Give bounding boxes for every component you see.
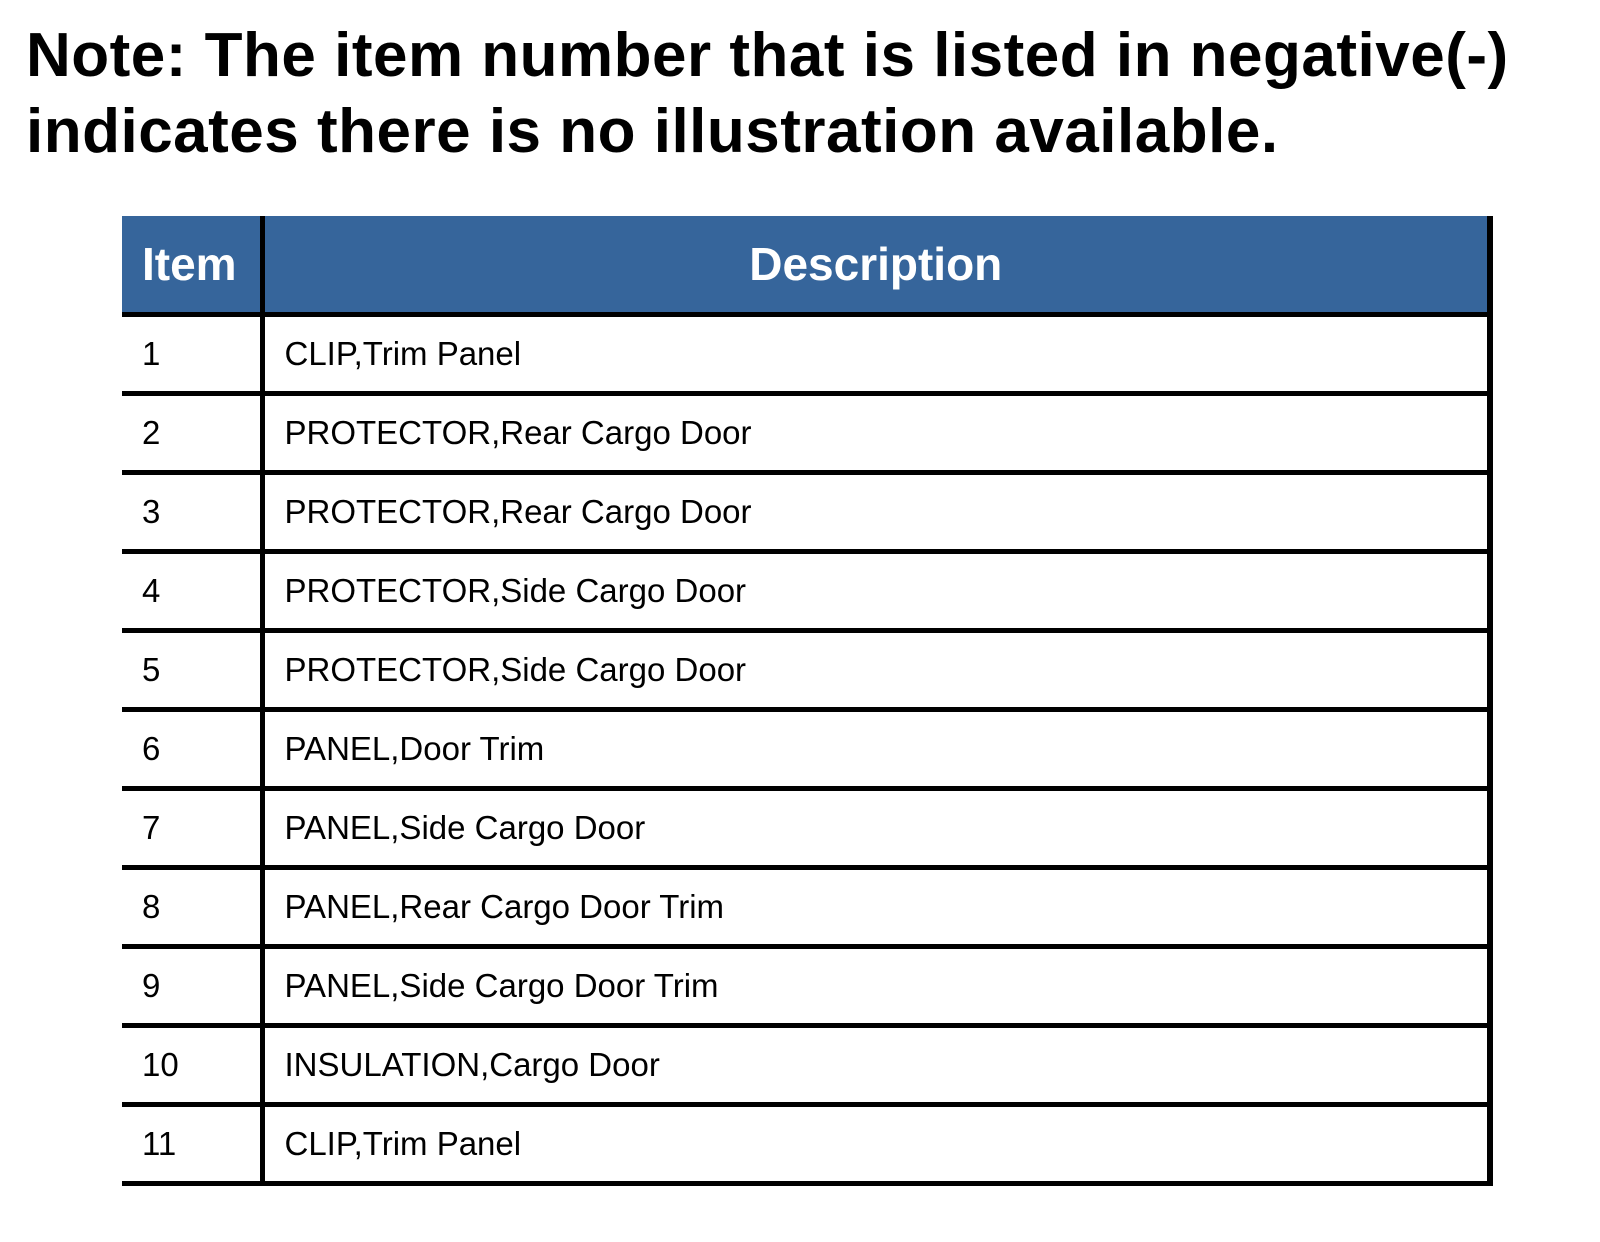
item-description: PANEL,Side Cargo Door <box>262 789 1490 868</box>
item-number: 1 <box>122 315 262 394</box>
note-line-1: Note: The item number that is listed in negative(-) <box>26 21 1509 90</box>
item-number: 5 <box>122 631 262 710</box>
item-number: 10 <box>122 1026 262 1105</box>
table-row <box>122 315 1490 394</box>
table-row <box>122 473 1490 552</box>
parts-table-body <box>122 315 1490 1184</box>
item-column-header: Item <box>122 216 262 315</box>
table-row <box>122 552 1490 631</box>
item-number: 8 <box>122 868 262 947</box>
item-description: PROTECTOR,Rear Cargo Door <box>262 473 1490 552</box>
item-description: CLIP,Trim Panel <box>262 315 1490 394</box>
table-row <box>122 710 1490 789</box>
item-description: PROTECTOR,Rear Cargo Door <box>262 394 1490 473</box>
item-description: CLIP,Trim Panel <box>262 1105 1490 1184</box>
header-row <box>122 216 1490 315</box>
item-number: 3 <box>122 473 262 552</box>
table-row <box>122 394 1490 473</box>
item-number: 11 <box>122 1105 262 1184</box>
parts-table <box>122 216 1493 1186</box>
item-number: 7 <box>122 789 262 868</box>
item-description: PANEL,Door Trim <box>262 710 1490 789</box>
table-row <box>122 868 1490 947</box>
item-description: INSULATION,Cargo Door <box>262 1026 1490 1105</box>
item-description: PANEL,Rear Cargo Door Trim <box>262 868 1490 947</box>
table-row <box>122 789 1490 868</box>
item-number: 9 <box>122 947 262 1026</box>
item-number: 6 <box>122 710 262 789</box>
note-heading <box>26 18 1586 170</box>
table-row <box>122 631 1490 710</box>
item-number: 4 <box>122 552 262 631</box>
table-row <box>122 947 1490 1026</box>
item-description: PANEL,Side Cargo Door Trim <box>262 947 1490 1026</box>
item-number: 2 <box>122 394 262 473</box>
item-description: PROTECTOR,Side Cargo Door <box>262 631 1490 710</box>
note-line-2: indicates there is no illustration available. <box>26 97 1279 166</box>
item-description: PROTECTOR,Side Cargo Door <box>262 552 1490 631</box>
description-column-header: Description <box>262 216 1490 315</box>
table-row <box>122 1026 1490 1105</box>
parts-table-header <box>122 216 1490 315</box>
table-row <box>122 1105 1490 1184</box>
